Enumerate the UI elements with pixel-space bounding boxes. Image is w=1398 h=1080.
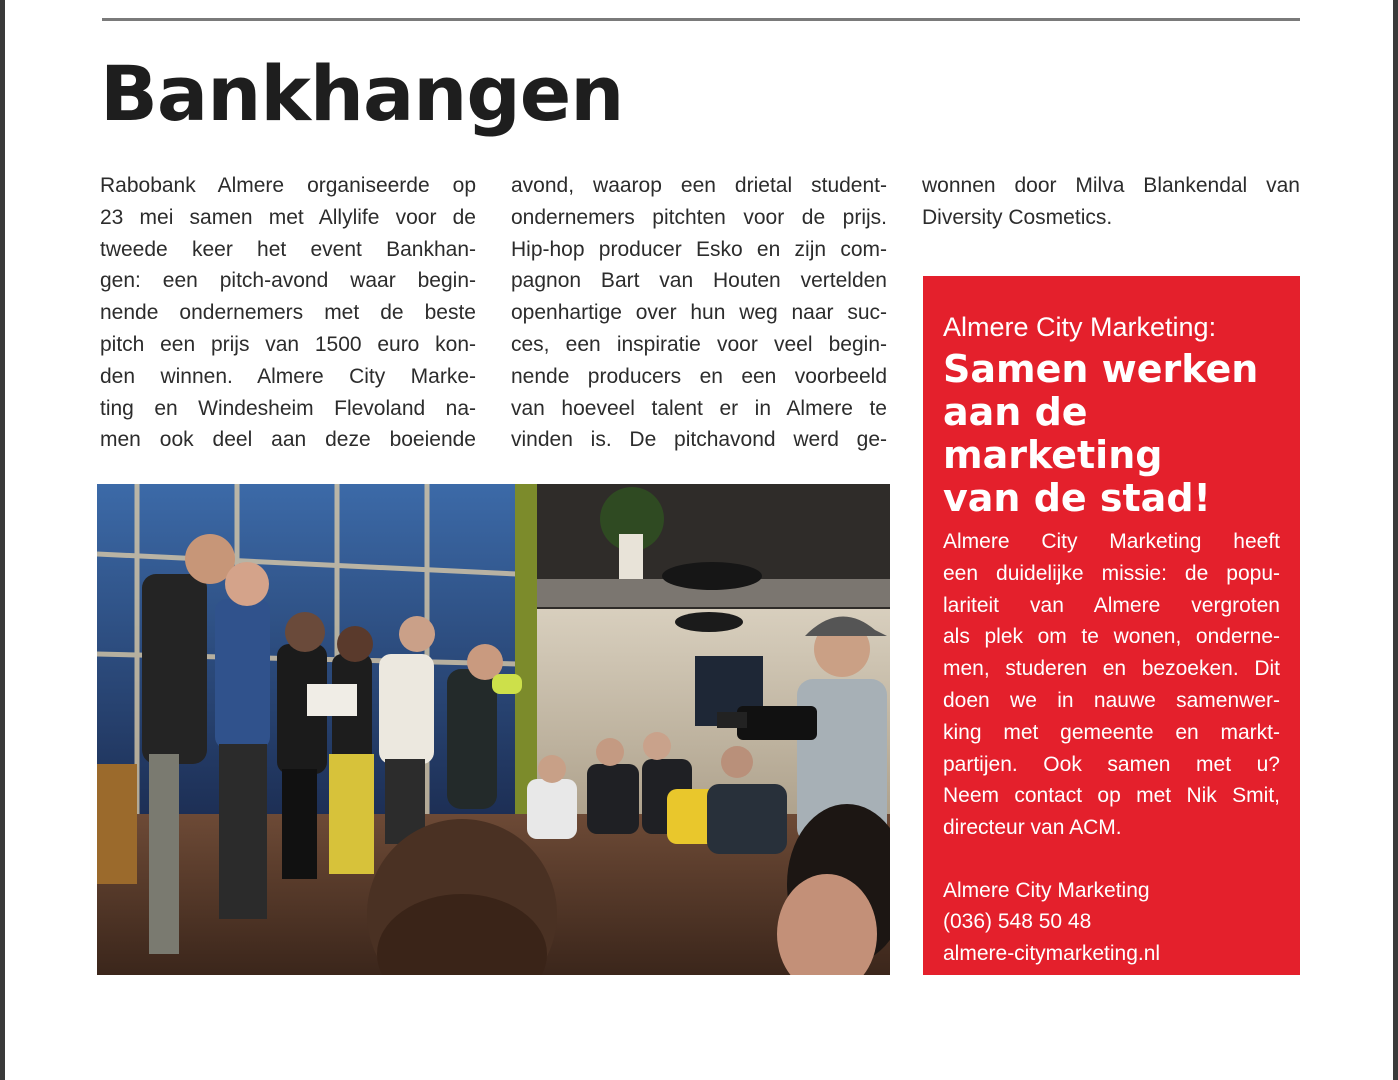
promo-body-line: lariteit van Almere vergroten bbox=[943, 593, 1280, 617]
promo-body-line: directeur van ACM. bbox=[943, 816, 1122, 840]
text-line: van hoeveel talent er in Almere te bbox=[511, 396, 887, 420]
text-line: Hip-hop producer Esko en zijn com- bbox=[511, 237, 887, 261]
promo-kicker: Almere City Marketing: bbox=[943, 312, 1217, 342]
text-line: pagnon Bart van Houten vertelden bbox=[511, 269, 887, 293]
contact-website-link[interactable]: almere-citymarketing.nl bbox=[943, 941, 1161, 965]
article-column-1 bbox=[100, 170, 476, 456]
text-line: nende producers en een voorbeeld bbox=[511, 364, 887, 388]
contact-name: Almere City Marketing bbox=[943, 878, 1150, 902]
text-line: Diversity Cosmetics. bbox=[922, 205, 1113, 229]
promo-body-line: Neem contact op met Nik Smit, bbox=[943, 784, 1280, 808]
promo-title bbox=[943, 348, 1280, 520]
text-line: tweede keer het event Bankhan- bbox=[100, 237, 476, 261]
promo-body-line: men, studeren en bezoeken. Dit bbox=[943, 657, 1280, 681]
promo-body-line: doen we in nauwe samenwer- bbox=[943, 688, 1280, 712]
article-title: Bankhangen bbox=[100, 49, 624, 138]
text-line: gen: een pitch-avond waar begin- bbox=[100, 269, 476, 293]
text-line: den winnen. Almere City Marke- bbox=[100, 364, 476, 388]
text-line: 23 mei samen met Allylife voor de bbox=[100, 205, 476, 229]
promo-box bbox=[923, 276, 1300, 975]
article-column-2 bbox=[511, 170, 887, 456]
text-line: avond, waarop een drietal student- bbox=[511, 174, 887, 197]
promo-body bbox=[943, 526, 1280, 844]
text-line: men ook deel aan deze boeiende bbox=[100, 428, 476, 452]
promo-contact bbox=[943, 875, 1280, 970]
promo-title-line: van de stad! bbox=[943, 476, 1211, 520]
text-line: openhartige over hun weg naar suc- bbox=[511, 301, 887, 325]
promo-body-line: partijen. Ook samen met u? bbox=[943, 752, 1280, 776]
text-line: pitch een prijs van 1500 euro kon- bbox=[100, 332, 476, 356]
contact-phone[interactable]: (036) 548 50 48 bbox=[943, 910, 1092, 934]
page-frame-right bbox=[1393, 0, 1398, 1080]
article-column-3 bbox=[922, 170, 1300, 234]
text-line: Rabobank Almere organiseerde op bbox=[100, 174, 476, 197]
promo-title-line: aan de marketing bbox=[943, 390, 1163, 477]
text-line: ting en Windesheim Flevoland na- bbox=[100, 396, 476, 420]
page-frame-left bbox=[0, 0, 5, 1080]
promo-body-line: een duidelijke missie: de popu- bbox=[943, 561, 1280, 585]
promo-body-line: als plek om te wonen, onderne- bbox=[943, 625, 1280, 649]
promo-title-line: Samen werken bbox=[943, 347, 1259, 391]
text-line: wonnen door Milva Blankendal van bbox=[922, 174, 1300, 197]
text-line: ces, een inspiratie voor veel begin- bbox=[511, 332, 887, 356]
promo-body-line: king met gemeente en markt- bbox=[943, 720, 1280, 744]
promo-body-line: Almere City Marketing heeft bbox=[943, 530, 1280, 553]
event-photo bbox=[97, 484, 890, 975]
text-line: vinden is. De pitchavond werd ge- bbox=[511, 428, 887, 452]
top-divider bbox=[102, 18, 1300, 21]
text-line: nende ondernemers met de beste bbox=[100, 301, 476, 325]
text-line: ondernemers pitchten voor de prijs. bbox=[511, 205, 887, 229]
